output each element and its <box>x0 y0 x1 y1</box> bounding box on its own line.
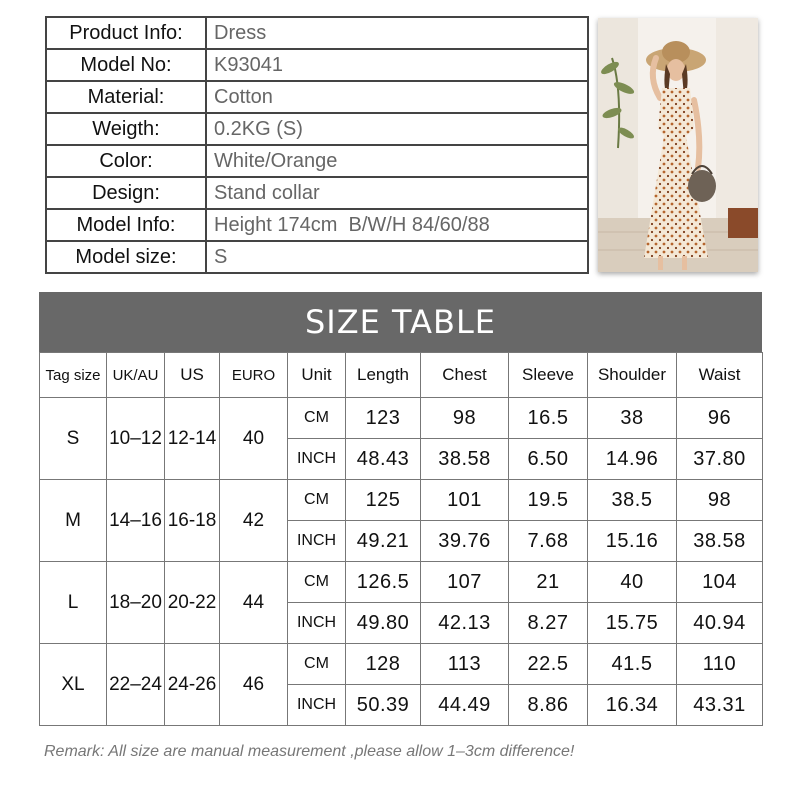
euro-cell: 40 <box>220 398 288 480</box>
info-row-color <box>46 145 588 177</box>
unit-cell: CM <box>288 480 346 521</box>
info-value: Dress <box>206 17 588 49</box>
info-label: Color: <box>46 145 206 177</box>
column-header: Unit <box>288 353 346 398</box>
unit-cell: INCH <box>288 603 346 644</box>
size-table <box>39 352 763 726</box>
shoulder-cell: 15.75 <box>588 603 677 644</box>
sleeve-cell: 8.27 <box>509 603 588 644</box>
unit-cell: INCH <box>288 521 346 562</box>
waist-cell: 104 <box>677 562 763 603</box>
column-header: UK/AU <box>107 353 165 398</box>
size-table-header-row <box>40 353 763 398</box>
chest-cell: 98 <box>421 398 509 439</box>
euro-cell: 46 <box>220 644 288 726</box>
info-value: Cotton <box>206 81 588 113</box>
us-cell: 16-18 <box>165 480 220 562</box>
ukau-cell: 14–16 <box>107 480 165 562</box>
shoulder-cell: 41.5 <box>588 644 677 685</box>
shoulder-cell: 15.16 <box>588 521 677 562</box>
info-label: Model No: <box>46 49 206 81</box>
length-cell: 126.5 <box>346 562 421 603</box>
column-header: EURO <box>220 353 288 398</box>
tag-size-cell: L <box>40 562 107 644</box>
waist-cell: 96 <box>677 398 763 439</box>
column-header: Shoulder <box>588 353 677 398</box>
size-table-title: SIZE TABLE <box>39 292 762 352</box>
info-label: Material: <box>46 81 206 113</box>
unit-cell: CM <box>288 562 346 603</box>
waist-cell: 110 <box>677 644 763 685</box>
info-value: K93041 <box>206 49 588 81</box>
info-row-model-info <box>46 209 588 241</box>
chest-cell: 44.49 <box>421 685 509 726</box>
sleeve-cell: 19.5 <box>509 480 588 521</box>
unit-cell: INCH <box>288 685 346 726</box>
sleeve-cell: 22.5 <box>509 644 588 685</box>
column-header: Sleeve <box>509 353 588 398</box>
shoulder-cell: 40 <box>588 562 677 603</box>
tag-size-cell: M <box>40 480 107 562</box>
info-label: Design: <box>46 177 206 209</box>
info-label: Weigth: <box>46 113 206 145</box>
sleeve-cell: 8.86 <box>509 685 588 726</box>
ukau-cell: 22–24 <box>107 644 165 726</box>
info-row-model-size <box>46 241 588 273</box>
table-row <box>40 398 763 439</box>
info-label: Model Info: <box>46 209 206 241</box>
unit-cell: INCH <box>288 439 346 480</box>
tag-size-cell: XL <box>40 644 107 726</box>
remark-note: Remark: All size are manual measurement ,please allow 1–3cm difference! <box>44 743 575 760</box>
chest-cell: 107 <box>421 562 509 603</box>
waist-cell: 98 <box>677 480 763 521</box>
us-cell: 20-22 <box>165 562 220 644</box>
tag-size-cell: S <box>40 398 107 480</box>
sleeve-cell: 7.68 <box>509 521 588 562</box>
chest-cell: 38.58 <box>421 439 509 480</box>
ukau-cell: 10–12 <box>107 398 165 480</box>
shoulder-cell: 38 <box>588 398 677 439</box>
info-row-product <box>46 17 588 49</box>
length-cell: 48.43 <box>346 439 421 480</box>
euro-cell: 42 <box>220 480 288 562</box>
shoulder-cell: 16.34 <box>588 685 677 726</box>
table-row <box>40 562 763 603</box>
unit-cell: CM <box>288 398 346 439</box>
info-value: White/Orange <box>206 145 588 177</box>
info-value: Stand collar <box>206 177 588 209</box>
us-cell: 12-14 <box>165 398 220 480</box>
info-value: Height 174cm B/W/H 84/60/88 <box>206 209 588 241</box>
length-cell: 50.39 <box>346 685 421 726</box>
length-cell: 49.80 <box>346 603 421 644</box>
waist-cell: 38.58 <box>677 521 763 562</box>
shoulder-cell: 38.5 <box>588 480 677 521</box>
chest-cell: 42.13 <box>421 603 509 644</box>
table-row <box>40 480 763 521</box>
shoulder-cell: 14.96 <box>588 439 677 480</box>
us-cell: 24-26 <box>165 644 220 726</box>
table-row <box>40 644 763 685</box>
waist-cell: 40.94 <box>677 603 763 644</box>
unit-cell: CM <box>288 644 346 685</box>
column-header: Chest <box>421 353 509 398</box>
length-cell: 125 <box>346 480 421 521</box>
length-cell: 128 <box>346 644 421 685</box>
info-value: 0.2KG (S) <box>206 113 588 145</box>
product-info-table <box>45 16 589 274</box>
info-label: Model size: <box>46 241 206 273</box>
chest-cell: 39.76 <box>421 521 509 562</box>
info-label: Product Info: <box>46 17 206 49</box>
sleeve-cell: 6.50 <box>509 439 588 480</box>
column-header: Tag size <box>40 353 107 398</box>
info-row-model-no <box>46 49 588 81</box>
sleeve-cell: 16.5 <box>509 398 588 439</box>
length-cell: 123 <box>346 398 421 439</box>
column-header: Waist <box>677 353 763 398</box>
chest-cell: 113 <box>421 644 509 685</box>
column-header: US <box>165 353 220 398</box>
info-row-material <box>46 81 588 113</box>
info-row-design <box>46 177 588 209</box>
info-row-weight <box>46 113 588 145</box>
model-photo-image <box>598 18 758 272</box>
length-cell: 49.21 <box>346 521 421 562</box>
model-photo-icon <box>598 18 758 272</box>
sleeve-cell: 21 <box>509 562 588 603</box>
info-value: S <box>206 241 588 273</box>
chest-cell: 101 <box>421 480 509 521</box>
euro-cell: 44 <box>220 562 288 644</box>
waist-cell: 37.80 <box>677 439 763 480</box>
ukau-cell: 18–20 <box>107 562 165 644</box>
column-header: Length <box>346 353 421 398</box>
waist-cell: 43.31 <box>677 685 763 726</box>
